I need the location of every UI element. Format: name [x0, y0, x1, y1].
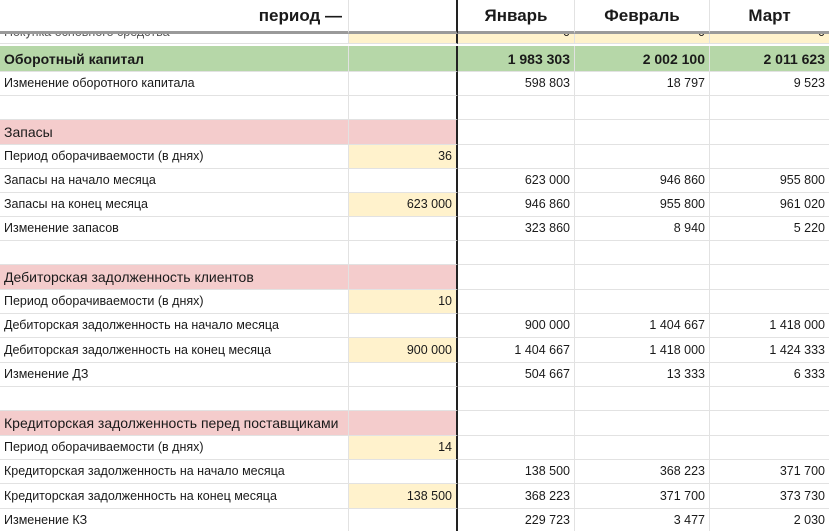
section-title-fill[interactable]: [349, 120, 458, 145]
table-row-working-capital: [0, 46, 829, 72]
value-cell-jan[interactable]: 323 860: [458, 217, 575, 241]
header-input-column[interactable]: [349, 0, 458, 34]
row-label[interactable]: Дебиторская задолженность на начало месяца: [0, 314, 349, 338]
row-label[interactable]: Оборотный капитал: [0, 46, 349, 72]
value-cell-feb[interactable]: 371 700: [575, 484, 710, 509]
table-row-payables-change: [0, 509, 829, 531]
empty-cell[interactable]: [710, 241, 829, 265]
empty-cell[interactable]: [0, 241, 349, 265]
value-cell-feb[interactable]: 1 418 000: [575, 338, 710, 363]
input-cell[interactable]: [349, 72, 458, 96]
value-cell-mar[interactable]: 961 020: [710, 193, 829, 217]
input-cell[interactable]: [349, 314, 458, 338]
empty-cell[interactable]: [349, 387, 458, 411]
value-cell-jan[interactable]: 229 723: [458, 509, 575, 531]
empty-cell[interactable]: [349, 241, 458, 265]
section-title-fill[interactable]: [349, 265, 458, 290]
input-cell[interactable]: [349, 169, 458, 193]
input-cell[interactable]: 138 500: [349, 484, 458, 509]
input-cell[interactable]: [349, 509, 458, 531]
row-label[interactable]: Кредиторская задолженность на начало месяца: [0, 460, 349, 484]
table-row-empty: [0, 96, 829, 120]
row-label[interactable]: Запасы на начало месяца: [0, 169, 349, 193]
period-header[interactable]: период —: [0, 0, 349, 34]
table-row-receivables-turnover: [0, 290, 829, 314]
row-label[interactable]: Запасы на конец месяца: [0, 193, 349, 217]
empty-cell[interactable]: [710, 96, 829, 120]
input-cell[interactable]: [349, 363, 458, 387]
section-title-fill[interactable]: [349, 411, 458, 436]
value-cell-mar[interactable]: 373 730: [710, 484, 829, 509]
value-cell-mar[interactable]: 2 011 623: [710, 46, 829, 72]
empty-cell[interactable]: [710, 387, 829, 411]
value-cell-feb[interactable]: 946 860: [575, 169, 710, 193]
empty-cell[interactable]: [575, 436, 710, 460]
value-cell-mar[interactable]: 1 424 333: [710, 338, 829, 363]
empty-cell[interactable]: [458, 387, 575, 411]
row-label[interactable]: Период оборачиваемости (в днях): [0, 145, 349, 169]
empty-cell[interactable]: [458, 436, 575, 460]
value-cell-mar[interactable]: 1 418 000: [710, 314, 829, 338]
table-row-receivables-change: [0, 363, 829, 387]
table-row-wc-change: [0, 72, 829, 96]
table-row-receivables-end: [0, 338, 829, 363]
empty-cell[interactable]: [710, 290, 829, 314]
section-title[interactable]: Дебиторская задолженность клиентов: [0, 265, 349, 290]
section-title[interactable]: Запасы: [0, 120, 349, 145]
table-row-payables-start: [0, 460, 829, 484]
empty-cell[interactable]: [710, 265, 829, 290]
empty-cell[interactable]: [575, 265, 710, 290]
empty-cell[interactable]: [575, 290, 710, 314]
value-cell-feb[interactable]: 3 477: [575, 509, 710, 531]
row-label[interactable]: Период оборачиваемости (в днях): [0, 436, 349, 460]
empty-cell[interactable]: [458, 265, 575, 290]
empty-cell[interactable]: [710, 411, 829, 436]
empty-cell[interactable]: [575, 241, 710, 265]
row-label[interactable]: Период оборачиваемости (в днях): [0, 290, 349, 314]
empty-cell[interactable]: [458, 241, 575, 265]
empty-cell[interactable]: [349, 96, 458, 120]
table-row-payables-end: [0, 484, 829, 509]
value-cell-jan[interactable]: 1 404 667: [458, 338, 575, 363]
table-row-inventory-change: [0, 217, 829, 241]
month-header-mar[interactable]: Март: [710, 0, 829, 34]
empty-cell[interactable]: [575, 96, 710, 120]
value-cell-feb[interactable]: 368 223: [575, 460, 710, 484]
value-cell-jan[interactable]: 946 860: [458, 193, 575, 217]
empty-cell[interactable]: [575, 145, 710, 169]
table-row-payables-turnover: [0, 436, 829, 460]
row-label[interactable]: Изменение ДЗ: [0, 363, 349, 387]
input-cell[interactable]: 623 000: [349, 193, 458, 217]
value-cell-mar[interactable]: 5 220: [710, 217, 829, 241]
value-cell-feb[interactable]: 18 797: [575, 72, 710, 96]
value-cell-jan[interactable]: 504 667: [458, 363, 575, 387]
row-label[interactable]: Изменение оборотного капитала: [0, 72, 349, 96]
section-header-inventory: [0, 120, 829, 145]
value-cell-feb[interactable]: 955 800: [575, 193, 710, 217]
value-cell-feb[interactable]: 8 940: [575, 217, 710, 241]
value-cell-jan[interactable]: 1 983 303: [458, 46, 575, 72]
row-label[interactable]: Дебиторская задолженность на конец месяца: [0, 338, 349, 363]
empty-cell[interactable]: [575, 387, 710, 411]
input-cell[interactable]: 14: [349, 436, 458, 460]
input-cell[interactable]: 900 000: [349, 338, 458, 363]
month-header-jan[interactable]: Январь: [458, 0, 575, 34]
table-row-inventory-start: [0, 169, 829, 193]
value-cell-feb[interactable]: 13 333: [575, 363, 710, 387]
input-cell[interactable]: [349, 46, 458, 72]
empty-cell[interactable]: [458, 120, 575, 145]
table-row-receivables-start: [0, 314, 829, 338]
empty-cell[interactable]: [458, 290, 575, 314]
frozen-header-row: [0, 0, 829, 34]
empty-cell[interactable]: [0, 96, 349, 120]
input-cell[interactable]: [349, 460, 458, 484]
value-cell-jan[interactable]: 368 223: [458, 484, 575, 509]
value-cell-mar[interactable]: 6 333: [710, 363, 829, 387]
table-row-inventory-end: [0, 193, 829, 217]
value-cell-jan[interactable]: 623 000: [458, 169, 575, 193]
row-label[interactable]: Кредиторская задолженность на конец месяца: [0, 484, 349, 509]
empty-cell[interactable]: [458, 145, 575, 169]
input-cell[interactable]: [349, 217, 458, 241]
table-row-empty: [0, 387, 829, 411]
value-cell-mar[interactable]: 2 030: [710, 509, 829, 531]
section-header-payables: [0, 411, 829, 436]
table-row-inventory-turnover: [0, 145, 829, 169]
value-cell-jan[interactable]: 900 000: [458, 314, 575, 338]
value-cell-feb[interactable]: 1 404 667: [575, 314, 710, 338]
value-cell-mar[interactable]: 955 800: [710, 169, 829, 193]
value-cell-feb[interactable]: 2 002 100: [575, 46, 710, 72]
value-cell-jan[interactable]: 598 803: [458, 72, 575, 96]
table-row-empty: [0, 241, 829, 265]
empty-cell[interactable]: [458, 96, 575, 120]
empty-cell[interactable]: [0, 387, 349, 411]
section-title[interactable]: Кредиторская задолженность перед поставщиками: [0, 411, 349, 436]
empty-cell[interactable]: [710, 145, 829, 169]
empty-cell[interactable]: [710, 120, 829, 145]
value-cell-mar[interactable]: 9 523: [710, 72, 829, 96]
row-label[interactable]: Изменение КЗ: [0, 509, 349, 531]
value-cell-mar[interactable]: 371 700: [710, 460, 829, 484]
empty-cell[interactable]: [710, 436, 829, 460]
empty-cell[interactable]: [458, 411, 575, 436]
month-header-feb[interactable]: Февраль: [575, 0, 710, 34]
input-cell[interactable]: 36: [349, 145, 458, 169]
empty-cell[interactable]: [575, 120, 710, 145]
value-cell-jan[interactable]: 138 500: [458, 460, 575, 484]
section-header-receivables: [0, 265, 829, 290]
row-label[interactable]: Изменение запасов: [0, 217, 349, 241]
input-cell[interactable]: 10: [349, 290, 458, 314]
empty-cell[interactable]: [575, 411, 710, 436]
